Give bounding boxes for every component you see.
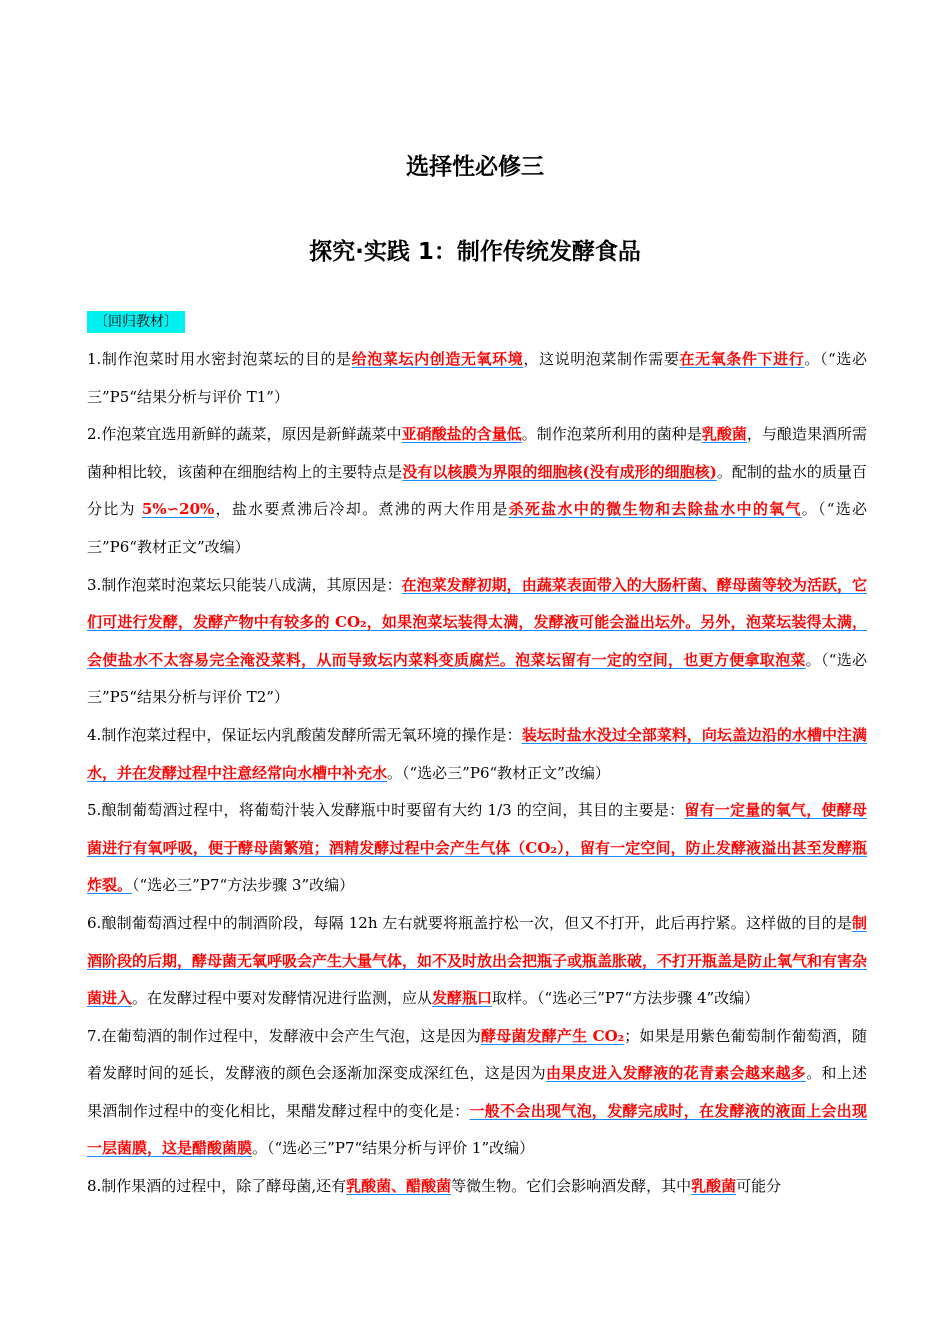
answer-text: 乳酸菌 <box>691 1177 737 1196</box>
answer-text: 发酵瓶口 <box>432 989 493 1008</box>
question-text: 6.酿制葡萄酒过程中的制酒阶段，每隔 12h 左右就要将瓶盖拧松一次，但又不打开，此后再拧紧。这样做的目的是 <box>87 913 852 932</box>
question-text: 。（“选必三”P6“教材正文”改编） <box>87 500 867 556</box>
question-text: （“选必三”P7“方法步骤 3”改编） <box>132 876 355 895</box>
question-text: 。制作泡菜所利用的菌种是 <box>521 425 702 444</box>
question-item <box>87 341 867 416</box>
answer-text: 亚硝酸盐的含量低 <box>401 425 522 444</box>
question-item <box>87 416 867 566</box>
answer-text: 5%∽20% <box>141 500 215 519</box>
question-text: 可能分 <box>736 1177 782 1196</box>
question-text: 。（“选必三”P7“结果分析与评价 1”改编） <box>252 1139 535 1158</box>
question-text: ，与酿造果酒所需菌种相比较，该菌种在细胞结构上的主要特点是 <box>87 425 867 481</box>
question-text: ，这说明泡菜制作需要 <box>523 350 680 368</box>
answer-text: 酵母菌发酵产生 CO₂ <box>481 1026 625 1045</box>
answer-text: 一般不会出现气泡，发酵完成时，在发酵液的液面上会出现一层菌膜，这是醋酸菌膜 <box>87 1101 867 1158</box>
page-title: 选择性必修三 <box>406 154 544 180</box>
question-item <box>87 905 867 1018</box>
answer-text: 没有以核膜为界限的细胞核(没有成形的细胞核) <box>402 462 717 481</box>
question-text: 8.制作果酒的过程中，除了酵母菌,还有 <box>87 1177 347 1196</box>
answer-text: 在泡菜发酵初期，由蔬菜表面带入的大肠杆菌、酵母菌等较为活跃，它们可进行发酵，发酵产物中有较多的 CO₂，如果泡菜坛装得太满，发酵液可能会溢出坛外。另外，泡菜坛装得太满，会使盐水不太容易完全淹没菜料，从而导致坛内菜料变质腐烂。泡菜坛留有一定的空间，也更方便拿取泡菜 <box>87 575 867 669</box>
question-text: 。配制的盐水的质量百分比为 <box>87 462 867 519</box>
answer-text: 乳酸菌 <box>701 425 747 444</box>
question-text: 4.制作泡菜过程中，保证坛内乳酸菌发酵所需无氧环境的操作是： <box>87 725 522 744</box>
answer-text: 给泡菜坛内创造无氧环境 <box>351 350 524 368</box>
question-text: 取样。（“选必三”P7“方法步骤 4”改编） <box>492 989 760 1008</box>
document-body <box>87 341 867 1206</box>
question-item <box>87 792 867 905</box>
question-text: 5.酿制葡萄酒过程中，将葡萄汁装入发酵瓶中时要留有大约 1/3 的空间，其目的主要是： <box>87 801 685 820</box>
question-text: 2.作泡菜宜选用新鲜的蔬菜，原因是新鲜蔬菜中 <box>87 425 402 444</box>
question-text: 。在发酵过程中要对发酵情况进行监测，应从 <box>132 989 433 1008</box>
answer-text: 乳酸菌、醋酸菌 <box>346 1177 452 1196</box>
question-item <box>87 1168 867 1206</box>
question-item <box>87 1018 867 1168</box>
question-text: 。（“选必三”P6“教材正文”改编） <box>387 763 610 782</box>
question-text: 等微生物。它们会影响酒发酵，其中 <box>451 1177 692 1196</box>
section-title: 探究·实践 1：制作传统发酵食品 <box>309 239 641 265</box>
question-item <box>87 567 867 717</box>
answer-text: 制酒阶段的后期，酵母菌无氧呼吸会产生大量气体，如不及时放出会把瓶子或瓶盖胀破，不打开瓶盖是防止氧气和有害杂菌进入 <box>87 913 868 1008</box>
question-item <box>87 717 867 792</box>
question-text: 。（“选必三”P5“结果分析与评价 T2”） <box>87 650 867 707</box>
question-text: ，盐水要煮沸后冷却。煮沸的两大作用是 <box>214 500 509 519</box>
question-text: 7.在葡萄酒的制作过程中，发酵液中会产生气泡，这是因为 <box>87 1026 482 1045</box>
question-text: 1.制作泡菜时用水密封泡菜坛的目的是 <box>87 350 352 368</box>
question-text: 。和上述果酒制作过程中的变化相比，果醋发酵过程中的变化是： <box>87 1064 867 1120</box>
answer-text: 在无氧条件下进行 <box>679 350 805 368</box>
answer-text: 装坛时盐水没过全部菜料，向坛盖边沿的水槽中注满水，并在发酵过程中注意经常向水槽中补充水 <box>87 725 867 782</box>
question-text: 3.制作泡菜时泡菜坛只能装八成满，其原因是： <box>87 575 402 594</box>
answer-text: 由果皮进入发酵液的花青素会越来越多 <box>545 1064 807 1083</box>
question-text: ；如果是用紫色葡萄制作葡萄酒，随着发酵时间的延长，发酵液的颜色会逐渐加深变成深红色，这是因为 <box>87 1026 867 1083</box>
question-text: 。（“选必三”P5“结果分析与评价 T1”） <box>87 350 867 406</box>
answer-text: 杀死盐水中的微生物和去除盐水中的氧气 <box>508 500 802 519</box>
section-tag: 〔回归教材〕 <box>87 311 185 333</box>
answer-text: 留有一定量的氧气，使酵母菌进行有氧呼吸，便于酵母菌繁殖；酒精发酵过程中会产生气体（CO₂），留有一定空间，防止发酵液溢出甚至发酵瓶炸裂。 <box>87 801 867 895</box>
